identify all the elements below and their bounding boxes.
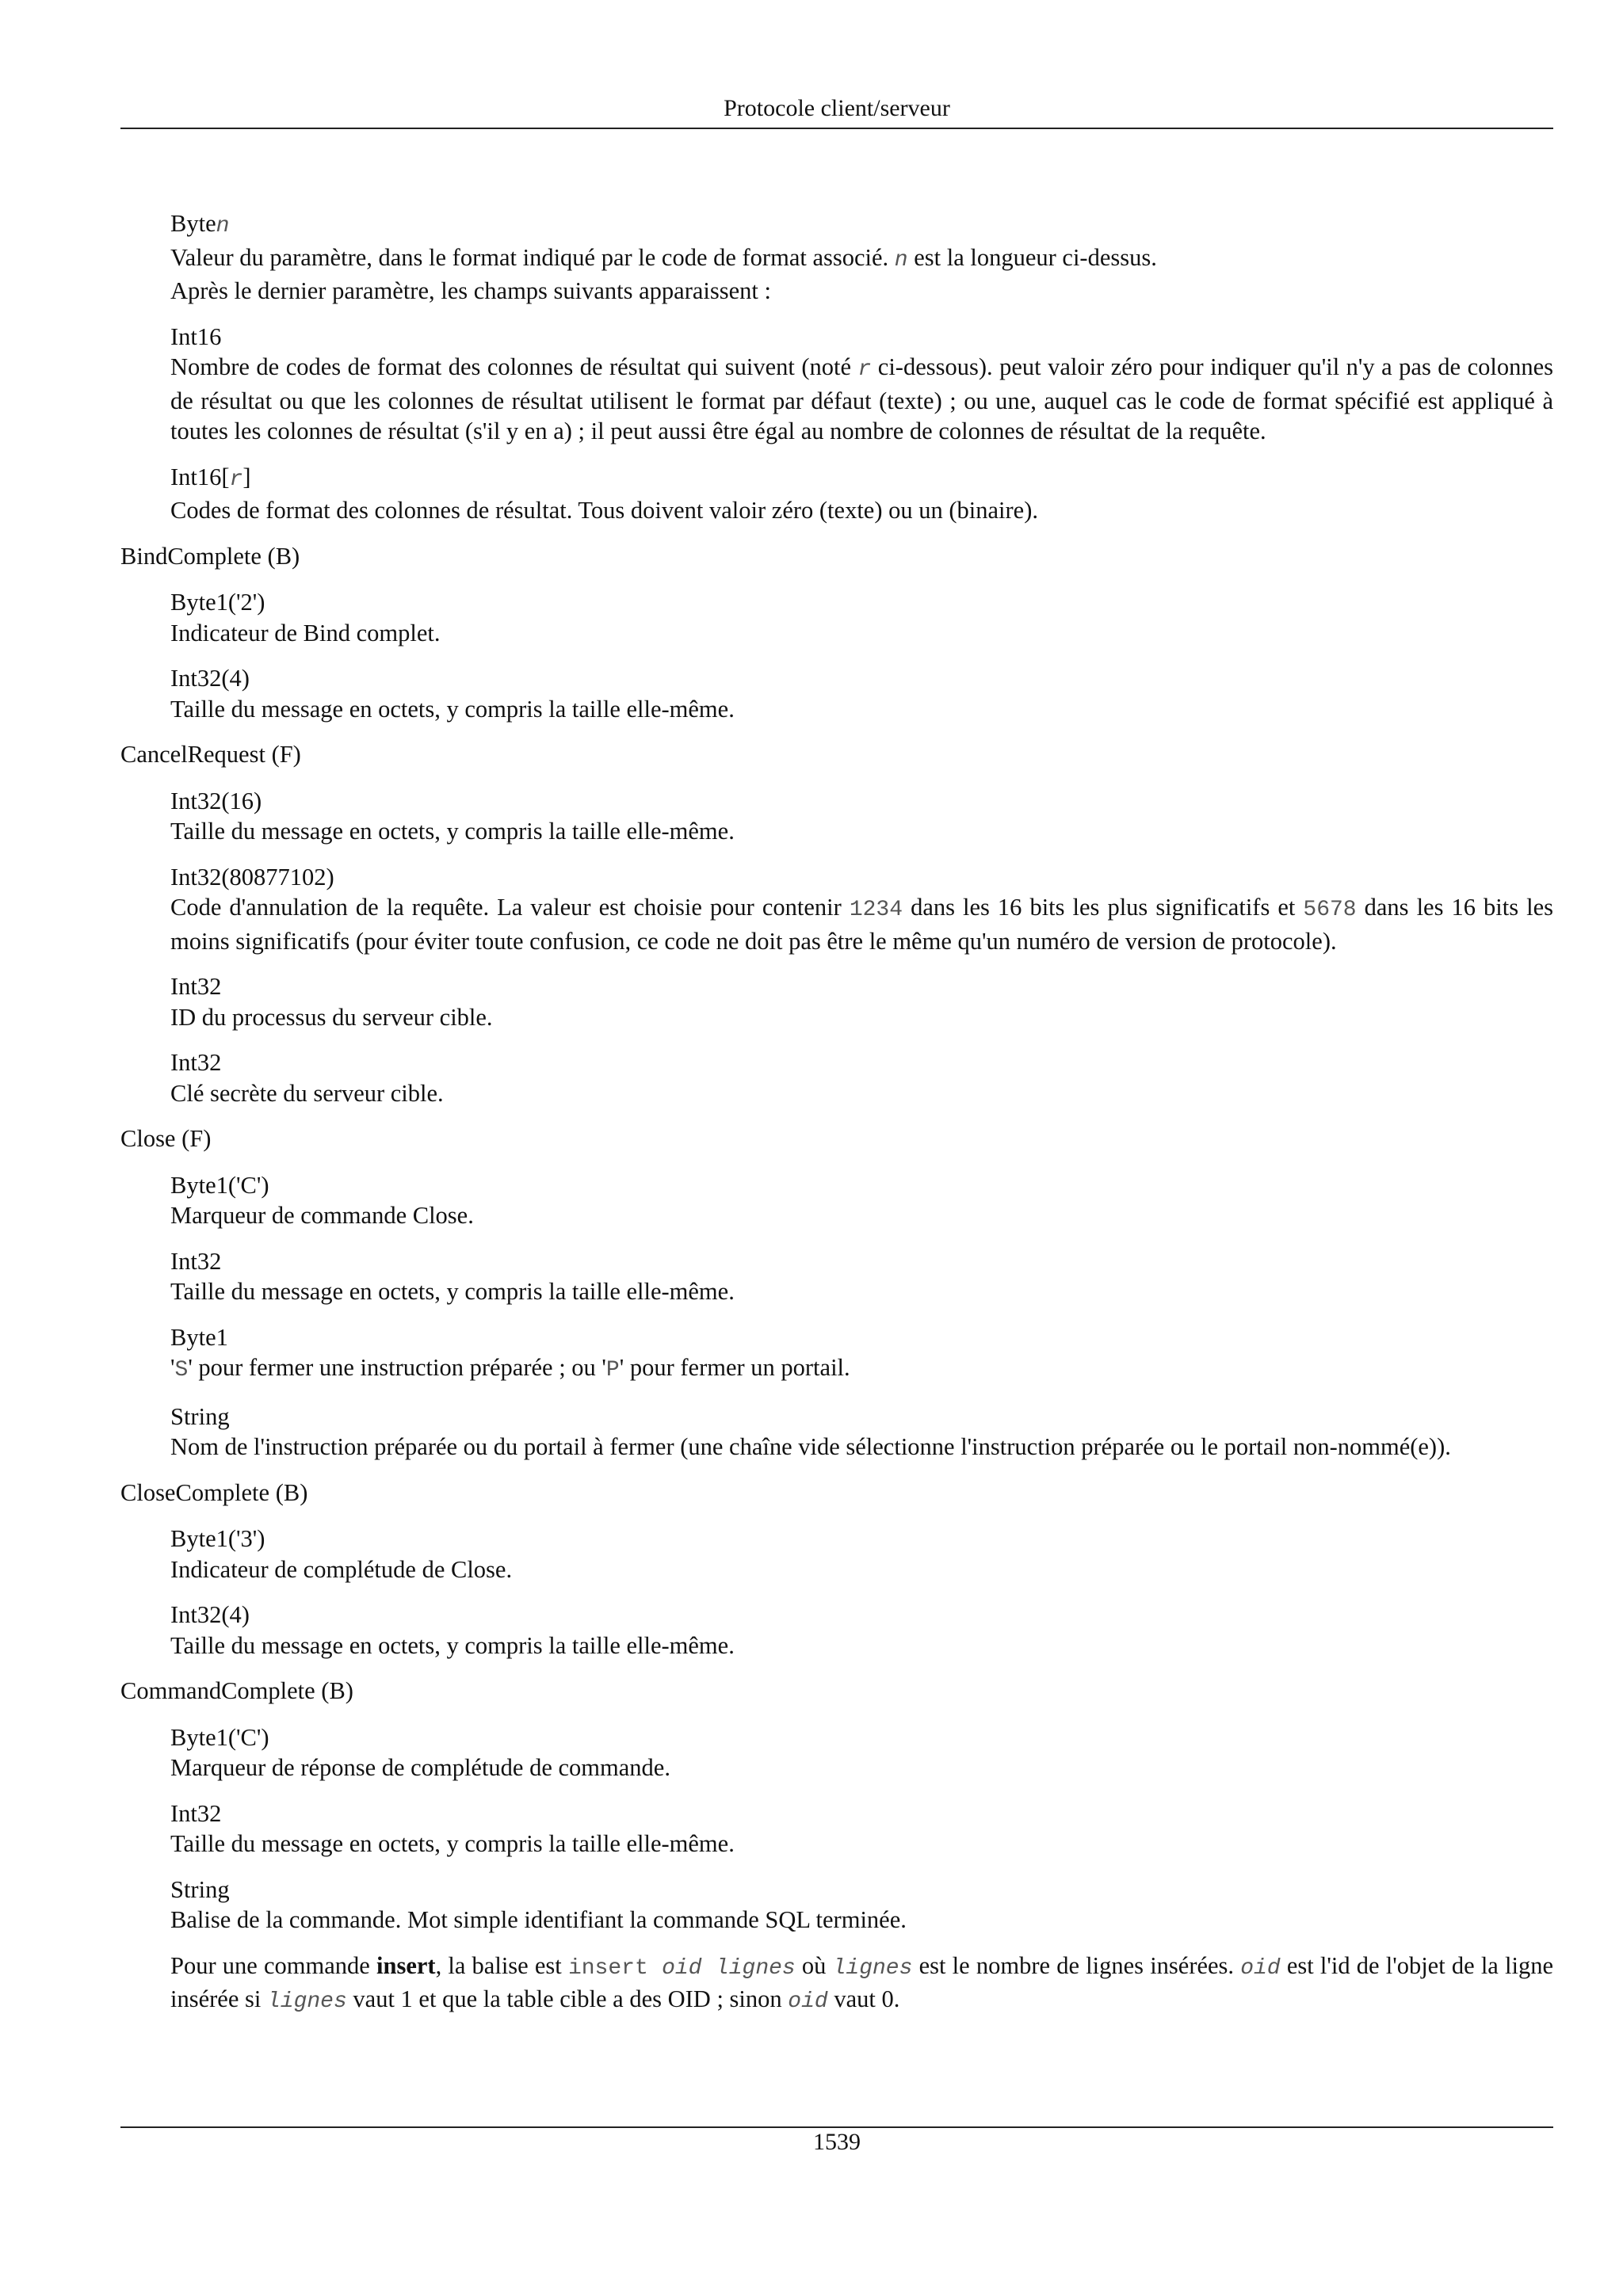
field-description: Taille du message en octets, y compris la taille elle-même.: [170, 818, 735, 845]
field-label: Byten: [170, 210, 230, 238]
field-byte1: [170, 1524, 1553, 1585]
field-label: Int16: [170, 322, 222, 350]
field-int32-pid: [170, 971, 1553, 1032]
page-number: 1539: [813, 2129, 861, 2155]
field-label: String: [170, 1875, 230, 1903]
after-last-parameter-note: Après le dernier paramètre, les champs suivants apparaissent :: [170, 277, 771, 304]
field-int32-length: [170, 786, 1553, 847]
field-int32: [170, 1246, 1553, 1307]
field-label: Int32(16): [170, 787, 262, 814]
field-int32-cancel-code: [170, 862, 1553, 957]
field-description: Marqueur de commande Close.: [170, 1202, 474, 1229]
field-byte1: [170, 1722, 1553, 1783]
field-description: Taille du message en octets, y compris la taille elle-même.: [170, 1631, 735, 1659]
field-label: Int32(80877102): [170, 863, 334, 891]
field-description: ID du processus du serveur cible.: [170, 1003, 493, 1031]
field-description: Clé secrète du serveur cible.: [170, 1079, 444, 1107]
field-description: Codes de format des colonnes de résultat. Tous doivent valoir zéro (texte) ou un (binaire).: [170, 497, 1038, 524]
message-title-bindcomplete: BindComplete (B): [120, 542, 300, 570]
field-description: 'S' pour fermer une instruction préparée ; ou 'P' pour fermer un portail.: [170, 1354, 850, 1383]
field-int16: [170, 322, 1553, 447]
field-int32: [170, 663, 1553, 724]
field-label: Int32: [170, 973, 222, 1000]
field-int32: [170, 1798, 1553, 1859]
field-string-name: [170, 1402, 1553, 1463]
message-title-close: Close (F): [120, 1125, 212, 1152]
field-label: String: [170, 1402, 230, 1430]
insert-tag-paragraph: Pour une commande insert, la balise est insert oid lignes où lignes est le nombre de lignes insérées. oid est l'id de l'objet de la ligne insérée si lignes vaut 1 et que la table cible a des OID ; sinon oid vaut 0.: [170, 1951, 1554, 2014]
field-label: Byte1('C'): [170, 1171, 269, 1199]
field-int32: [170, 1600, 1553, 1661]
field-label: Int16[r]: [170, 463, 251, 492]
field-label: Int32(4): [170, 1601, 250, 1628]
field-int32-secret-key: [170, 1047, 1553, 1108]
field-byte1: [170, 1170, 1553, 1231]
field-label: Byte1: [170, 1323, 228, 1351]
message-title-commandcomplete: CommandComplete (B): [120, 1677, 353, 1704]
field-description: Indicateur de complétude de Close.: [170, 1555, 513, 1583]
field-label: Byte1('C'): [170, 1723, 269, 1751]
field-byten: [170, 208, 1553, 276]
field-description: Marqueur de réponse de complétude de commande.: [170, 1754, 670, 1781]
field-label: Int32(4): [170, 665, 250, 692]
field-description: Indicateur de Bind complet.: [170, 619, 441, 646]
message-formats-content: [120, 208, 1553, 2033]
field-byte1: [170, 587, 1553, 648]
field-description: Valeur du paramètre, dans le format indiqué par le code de format associé. n est la longueur ci-dessus.: [170, 243, 1157, 273]
field-description: Taille du message en octets, y compris la taille elle-même.: [170, 1830, 735, 1857]
field-description: Code d'annulation de la requête. La valeur est choisie pour contenir 1234 dans les 16 bits les plus significatifs et 5678 dans les 16 bits les moins significatifs (pour éviter toute confusion, ce code ne doit pas être le même qu'un numéro de version de protocole).: [170, 894, 1553, 955]
field-description: Nombre de codes de format des colonnes de résultat qui suivent (noté r ci-dessous). peut valoir zéro pour indiquer qu'il n'y a pas de colonnes de résultat ou que les colonnes de résultat utilisent le format par défaut (texte) ; ou une, auquel cas le code de format spécifié est appliqué à toutes les colonnes de résultat (s'il y en a) ; il peut aussi être égal au nombre de colonnes de résultat de la requête.: [170, 353, 1553, 444]
field-string-tag: [170, 1875, 1553, 1936]
field-description: Nom de l'instruction préparée ou du portail à fermer (une chaîne vide sélectionne l'instruction préparée ou le portail non-nommé(e)).: [170, 1433, 1451, 1460]
header-rule: [120, 128, 1553, 129]
field-label: Int32: [170, 1799, 222, 1827]
field-description: Taille du message en octets, y compris la taille elle-même.: [170, 1278, 735, 1305]
running-header: Protocole client/serveur: [724, 95, 950, 121]
field-label: Int32: [170, 1247, 222, 1275]
message-title-cancelrequest: CancelRequest (F): [120, 741, 301, 768]
field-label: Byte1('2'): [170, 589, 265, 616]
field-byte1-type: [170, 1322, 1553, 1386]
message-title-closecomplete: CloseComplete (B): [120, 1478, 308, 1506]
field-description: Balise de la commande. Mot simple identifiant la commande SQL terminée.: [170, 1906, 907, 1933]
field-label: Byte1('3'): [170, 1525, 265, 1552]
document-page: [120, 0, 1553, 2296]
field-description: Taille du message en octets, y compris la taille elle-même.: [170, 695, 735, 723]
field-label: Int32: [170, 1049, 222, 1076]
field-int16-array: [170, 462, 1553, 526]
